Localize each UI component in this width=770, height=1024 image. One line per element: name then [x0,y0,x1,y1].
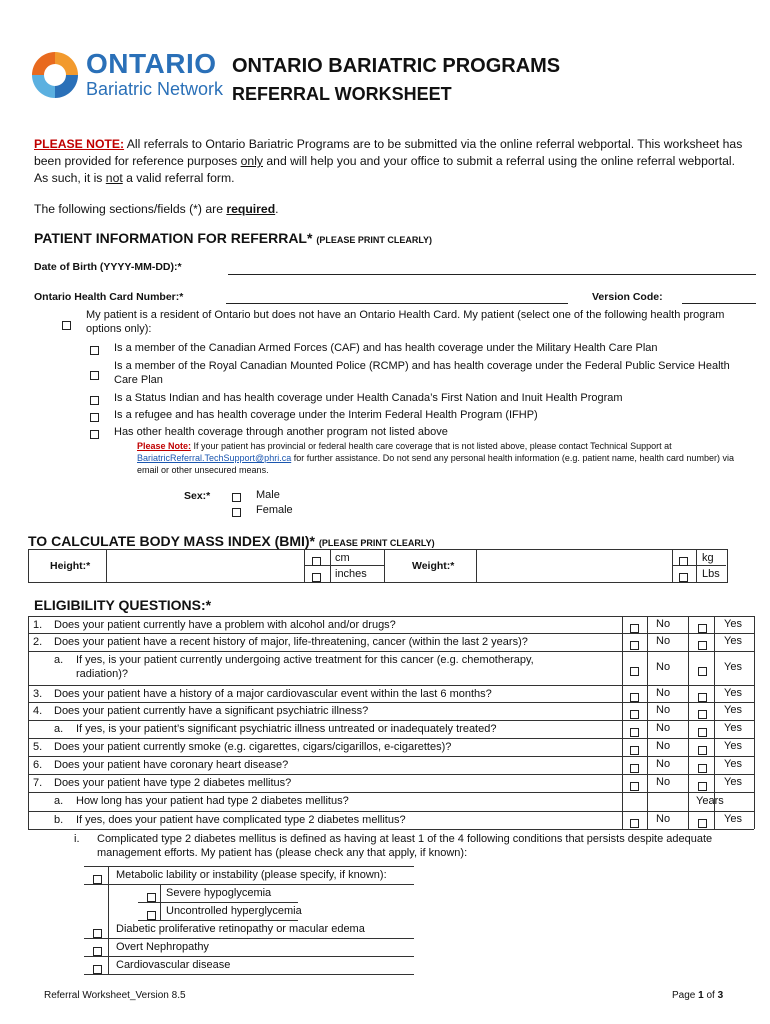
sex-male-label: Male [256,489,280,501]
hypo-checkbox[interactable] [147,889,156,907]
row-border [28,738,754,739]
required-note [34,202,279,216]
not-word: not [105,171,123,185]
health-card-label: Ontario Health Card Number:* [34,291,184,303]
kg-label: kg [702,552,714,564]
bmi-heading [28,533,435,549]
question-number: 6. [33,759,43,771]
hypo-condition: Severe hypoglycemia [166,887,272,899]
no-checkbox[interactable] [630,706,639,724]
weight-label: Weight:* [412,560,455,572]
footer-page [672,990,723,1001]
question-number: 1. [33,619,43,631]
intro-text-3: a valid referral form. [122,171,235,185]
intro-text-1: All referrals to Ontario Bariatric Programs are to be submitted via the online referral webportal. This worksheet has been provided for reference purposes [34,137,743,168]
complicated-definition: Complicated type 2 diabetes mellitus is defined as having at least 1 of the 4 following conditions that persists despite adequate management efforts. My patient has (please check any that apply, if known): [97,833,713,859]
yes-checkbox[interactable] [698,689,707,707]
page-total: 3 [717,990,724,1001]
cardio-condition: Cardiovascular disease [116,959,231,971]
logo-subtitle: Bariatric Network [86,79,224,99]
question-text-cont: radiation)? [76,668,128,680]
yes-label: Yes [724,758,742,770]
no-card-checkbox[interactable] [62,317,71,335]
left-border [28,616,29,829]
cond-row-border [138,920,298,921]
yes-label: Yes [724,740,742,752]
no-label: No [656,813,671,825]
question-text: Does your patient have a history of a major cardiovascular event within the last 6 months? [54,688,492,700]
retino-checkbox[interactable] [93,925,102,943]
inches-checkbox[interactable] [312,569,321,587]
yes-checkbox[interactable] [698,637,707,655]
yes-checkbox[interactable] [698,724,707,742]
question-text: If yes, does your patient have complicated type 2 diabetes mellitus? [76,814,406,826]
other-coverage-checkbox[interactable] [90,426,99,444]
no-checkbox[interactable] [630,724,639,742]
required-word: required [226,202,276,216]
question-number: a. [54,723,64,735]
page-num: 1 [698,990,704,1001]
version-code-field[interactable] [682,303,756,304]
yes-checkbox[interactable] [698,742,707,760]
intro-text-2: and will help you and your office to submit a referral using the online referral webportal. As such, it is [34,154,735,185]
option-status-indian: Is a Status Indian and has health coverage under Health Canada’s First Nation and Inuit Health Program [114,392,623,404]
height-input[interactable] [107,551,303,581]
yes-checkbox[interactable] [698,620,707,638]
no-checkbox[interactable] [630,760,639,778]
question-text: Does your patient have type 2 diabetes mellitus? [54,777,292,789]
lbs-checkbox[interactable] [679,569,688,587]
years-label: Years [696,795,724,807]
years-input[interactable] [627,793,653,810]
retino-condition: Diabetic proliferative retinopathy or macular edema [116,923,365,935]
option-refugee: Is a refugee and has health coverage under the Interim Federal Health Program (IFHP) [114,409,538,421]
cond-top-border [84,866,414,867]
required-post: . [275,202,279,216]
row-border [28,774,754,775]
question-text: If yes, is your patient currently undergoing active treatment for this cancer (e.g. chemotherapy, [76,654,534,666]
no-card-text: My patient is a resident of Ontario but does not have an Ontario Health Card. My patient (select one of the following health program options only): [86,309,725,335]
question-text: If yes, is your patient’s significant psychiatric illness untreated or inadequately treated? [76,723,497,735]
dob-label: Date of Birth (YYYY-MM-DD):* [34,261,182,273]
roman-numeral: i. [74,833,80,845]
option-rcmp: Is a member of the Royal Canadian Mounted Police (RCMP) and has health coverage under the Federal Public Service Health Care Plan [114,360,730,386]
yes-checkbox[interactable] [698,760,707,778]
row-border [28,633,754,634]
no-label: No [656,704,671,716]
yes-label: Yes [724,617,742,630]
no-checkbox[interactable] [630,815,639,833]
yes-label: Yes [724,722,742,734]
yes-label: Yes [724,776,742,788]
tech-support-note [137,440,747,476]
sex-label: Sex:* [184,490,211,502]
eligibility-heading: ELIGIBILITY QUESTIONS:* [34,597,212,613]
hyper-condition: Uncontrolled hyperglycemia [166,905,302,917]
option-caf: Is a member of the Canadian Armed Forces (CAF) and has health coverage under the Military Health Care Plan [114,342,658,354]
answer-column-line [688,616,689,829]
dob-field[interactable] [228,274,756,275]
yes-label: Yes [724,704,742,716]
question-number: b. [54,814,64,826]
question-number: a. [54,795,64,807]
required-pre: The following sections/fields (*) are [34,202,227,216]
caf-checkbox[interactable] [90,342,99,360]
only-word: only [240,154,263,168]
cond-row-border [84,884,414,885]
cond-row-border [84,938,414,939]
support-email-link[interactable]: BariatricReferral.TechSupport@phri.ca [137,453,292,463]
metabolic-checkbox[interactable] [93,871,102,889]
yes-label: Yes [724,686,742,699]
note2-text: If your patient has provincial or federal health care coverage that is not listed above, please contact Technical Support at [191,441,672,451]
nephro-condition: Overt Nephropathy [116,941,209,953]
yes-checkbox[interactable] [698,663,707,681]
page-title: ONTARIO BARIATRIC PROGRAMS [232,55,561,77]
patient-heading-text: PATIENT INFORMATION FOR REFERRAL* [34,230,313,246]
question-number: a. [54,654,64,666]
please-note-label: PLEASE NOTE: [34,137,125,151]
inches-label: inches [335,568,367,580]
answer-column-line [647,616,648,829]
row-border [28,829,754,830]
no-label: No [656,722,671,734]
no-checkbox[interactable] [630,637,639,655]
ontario-logo-icon [28,48,82,102]
cond-row-border [84,974,414,975]
cond-col-line-2 [160,884,161,920]
page-subtitle: REFERRAL WORKSHEET [232,84,452,104]
row-border [28,651,754,652]
question-text: Does your patient currently smoke (e.g. cigarettes, cigars/cigarillos, e-cigarettes)? [54,741,452,753]
no-label: No [656,661,671,673]
question-text: Does your patient have a recent history of major, life-threatening, cancer (within the last 2 years)? [54,636,528,648]
version-code-label: Version Code: [592,291,663,303]
patient-info-heading [34,230,432,246]
question-text: Does your patient have coronary heart disease? [54,759,289,771]
question-number: 2. [33,636,43,648]
question-number: 4. [33,705,43,717]
weight-input[interactable] [477,551,671,581]
eligibility-top-border [28,616,754,617]
row-border [28,756,754,757]
no-label: No [656,776,671,788]
sex-female-checkbox[interactable] [232,504,241,522]
refugee-checkbox[interactable] [90,409,99,427]
no-label: No [656,758,671,770]
answer-column-line [714,616,715,829]
yes-checkbox[interactable] [698,815,707,833]
no-checkbox[interactable] [630,663,639,681]
years-input-2[interactable] [655,793,685,810]
cond-row-border [138,902,298,903]
no-label: No [656,635,671,647]
logo [28,48,228,104]
note2-label: Please Note: [137,441,192,451]
yes-checkbox[interactable] [698,778,707,796]
nephro-checkbox[interactable] [93,943,102,961]
footer-version: Referral Worksheet_Version 8.5 [44,990,186,1001]
option-other: Has other health coverage through another program not listed above [114,426,448,438]
question-text: Does your patient currently have a problem with alcohol and/or drugs? [54,619,396,631]
row-border [28,811,754,812]
logo-word: ONTARIO [86,48,217,79]
bmi-heading-note: (PLEASE PRINT CLEARLY) [318,538,435,548]
lbs-label: Lbs [702,568,720,580]
question-number: 7. [33,777,43,789]
cardio-checkbox[interactable] [93,961,102,979]
bmi-heading-text: TO CALCULATE BODY MASS INDEX (BMI)* [28,533,316,549]
cond-row-border [84,956,414,957]
note2-tail: for further assistance. Do not send any personal health information (e.g. patient name, health card number) via email or other unsecured means. [137,453,734,475]
question-text: Does your patient currently have a significant psychiatric illness? [54,705,369,717]
question-number: 3. [33,688,43,700]
page-pre: Page [672,990,699,1001]
no-label: No [656,686,671,699]
yes-label: Yes [724,661,742,673]
height-label: Height:* [50,560,91,572]
yes-checkbox[interactable] [698,706,707,724]
question-number: 5. [33,741,43,753]
no-label: No [656,617,671,630]
health-card-field[interactable] [226,303,568,304]
sex-female-label: Female [256,504,293,516]
status-indian-checkbox[interactable] [90,392,99,410]
cond-col-line [108,866,109,974]
question-text: How long has your patient had type 2 diabetes mellitus? [76,795,349,807]
no-checkbox[interactable] [630,620,639,638]
answer-column-line [622,616,623,829]
patient-heading-note: (PLEASE PRINT CLEARLY) [316,235,433,245]
yes-label: Yes [724,813,742,825]
no-checkbox[interactable] [630,742,639,760]
no-label: No [656,740,671,752]
row-border [28,702,754,703]
yes-label: Yes [724,635,742,647]
row-border [28,720,754,721]
no-checkbox[interactable] [630,689,639,707]
metabolic-condition: Metabolic lability or instability (please specify, if known): [116,869,387,881]
right-border [754,616,755,829]
intro-paragraph [34,136,744,187]
cm-label: cm [335,552,350,564]
row-border [28,685,754,686]
rcmp-checkbox[interactable] [90,367,99,385]
page-mid: of [703,990,718,1001]
